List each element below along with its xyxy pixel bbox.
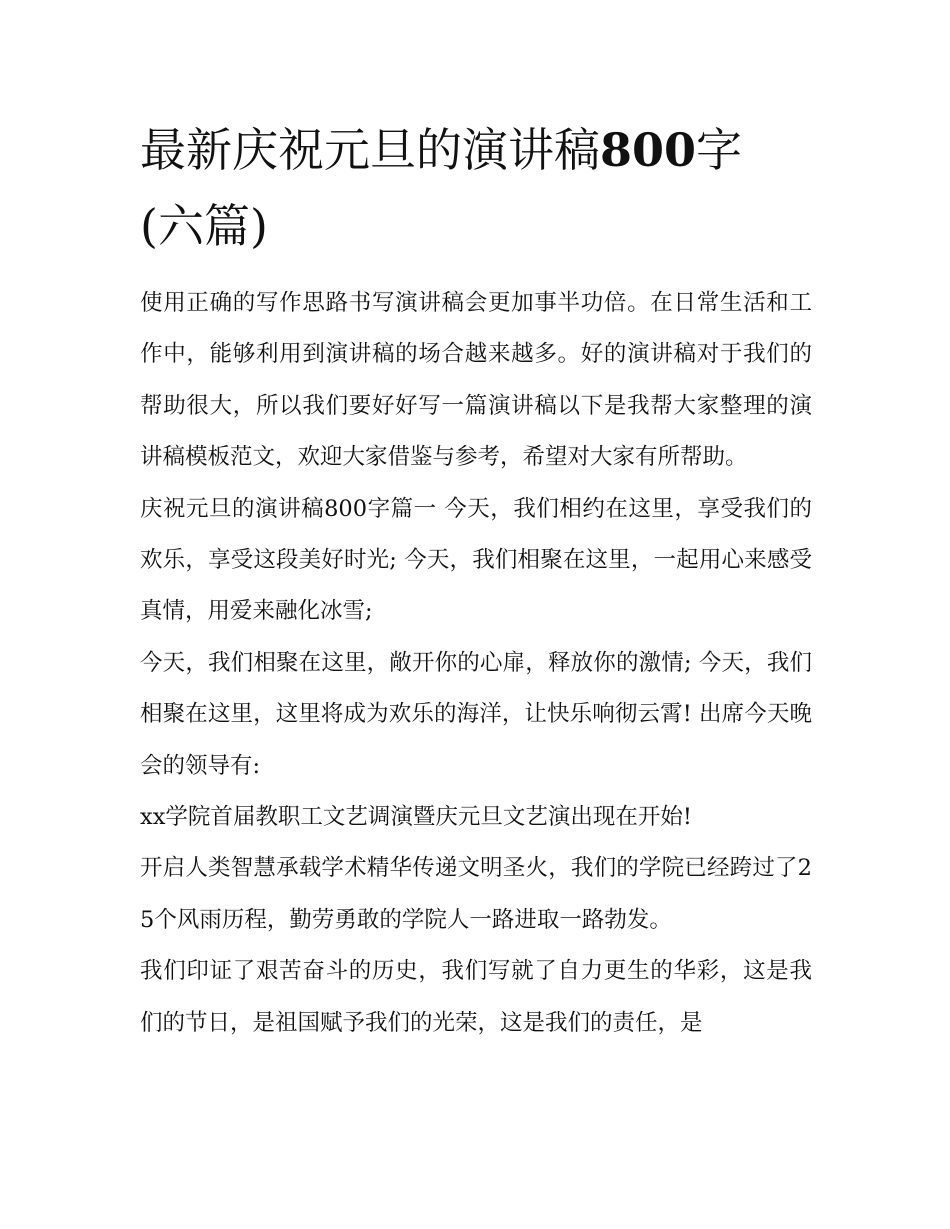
document-body xyxy=(140,278,812,1049)
paragraph-struggle: 我们印证了艰苦奋斗的历史，我们写就了自力更生的华彩，这是我们的节日，是祖国赋予我们的光荣，这是我们的责任，是 xyxy=(140,958,812,1036)
title-suffix: 字 xyxy=(696,123,743,177)
title-prefix: 最新庆祝元旦的演讲稿 xyxy=(140,123,600,177)
paragraph-opening: xx学院首届教职工文艺调演暨庆元旦文艺演出现在开始! xyxy=(140,804,692,831)
document-title xyxy=(140,112,820,264)
paragraph-intro: 使用正确的写作思路书写演讲稿会更加事半功倍。在日常生活和工作中，能够利用到演讲稿的场合越来越多。好的演讲稿对于我们的帮助很大，所以我们要好好写一篇演讲稿以下是我帮大家整理的演讲稿模板范文，欢迎大家借鉴与参考，希望对大家有所帮助。 xyxy=(140,290,812,471)
paragraph-history: 开启人类智慧承载学术精华传递文明圣火，我们的学院已经跨过了25个风雨历程，勤劳勇敢的学院人一路进取一路勃发。 xyxy=(140,855,812,933)
title-line2: (六篇) xyxy=(140,199,268,253)
paragraph-today: 今天，我们相聚在这里，敞开你的心扉，释放你的激情; 今天，我们相聚在这里，这里将成为欢乐的海洋，让快乐响彻云霄! 出席今天晚会的领导有: xyxy=(140,649,812,779)
paragraph-speech-one: 庆祝元旦的演讲稿800字篇一 今天，我们相约在这里，享受我们的欢乐，享受这段美好时光; 今天，我们相聚在这里，一起用心来感受真情，用爱来融化冰雪; xyxy=(140,495,812,625)
title-number: 800 xyxy=(600,123,697,177)
